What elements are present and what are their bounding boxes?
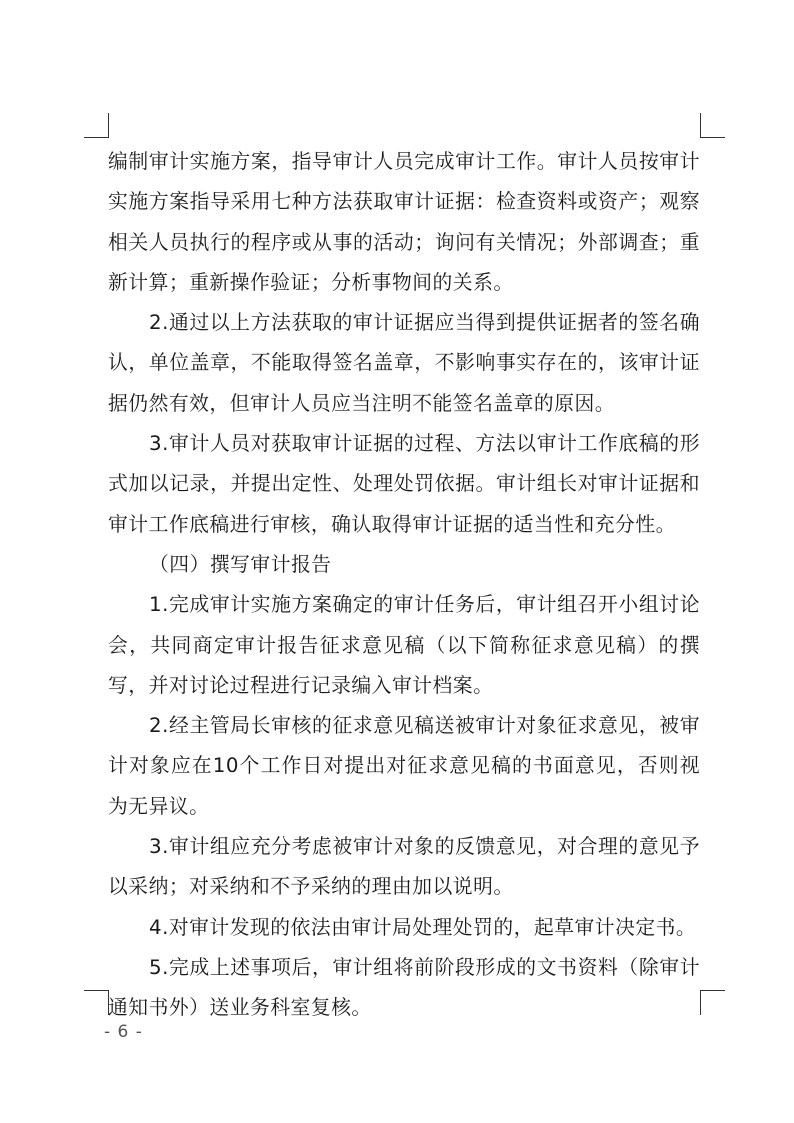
paragraph-draft-discussion: 1.完成审计实施方案确定的审计任务后，审计组召开小组讨论会，共同商定审计报告征求意见稿（以下简称征求意见稿）的撰写，并对讨论过程进行记录编入审计档案。 <box>108 593 700 697</box>
paragraph-review-submission: 5.完成上述事项后，审计组将前阶段形成的文书资料（除审计通知书外）送业务科室复核。 <box>108 955 700 1020</box>
paragraph-adopt-opinions: 3.审计组应充分考虑被审计对象的反馈意见，对合理的意见予以采纳；对采纳和不予采纳的理由加以说明。 <box>108 835 700 899</box>
paragraph-working-papers: 3.审计人员对获取审计证据的过程、方法以审计工作底稿的形式加以记录，并提出定性、处理处罚依据。审计组长对审计证据和审计工作底稿进行审核，确认取得审计证据的适当性和充分性。 <box>108 432 700 536</box>
paragraph-draft-feedback: 2.经主管局长审核的征求意见稿送被审计对象征求意见，被审计对象应在10个工作日对提出对征求意见稿的书面意见，否则视为无异议。 <box>108 714 700 818</box>
section-heading-report: （四）撰写审计报告 <box>149 552 332 576</box>
crop-mark-bottom-left <box>84 990 109 1015</box>
document-body <box>108 142 700 1029</box>
paragraph-evidence-signature: 2.通过以上方法获取的审计证据应当得到提供证据者的签名确认，单位盖章，不能取得签名盖章，不影响事实存在的，该审计证据仍然有效，但审计人员应当注明不能签名盖章的原因。 <box>108 311 700 415</box>
page-number: - 6 - <box>104 1022 143 1042</box>
crop-mark-top-left <box>84 113 109 138</box>
paragraph-continuation: 编制审计实施方案，指导审计人员完成审计工作。审计人员按审计实施方案指导采用七种方法获取审计证据：检查资料或资产；观察相关人员执行的程序或从事的活动；询问有关情况；外部调查；重新计算；重新操作验证；分析事物间的关系。 <box>108 150 700 294</box>
crop-mark-top-right <box>700 113 725 138</box>
crop-mark-bottom-right <box>700 990 725 1015</box>
paragraph-decision-draft: 4.对审计发现的依法由审计局处理处罚的，起草审计决定书。 <box>149 915 697 939</box>
